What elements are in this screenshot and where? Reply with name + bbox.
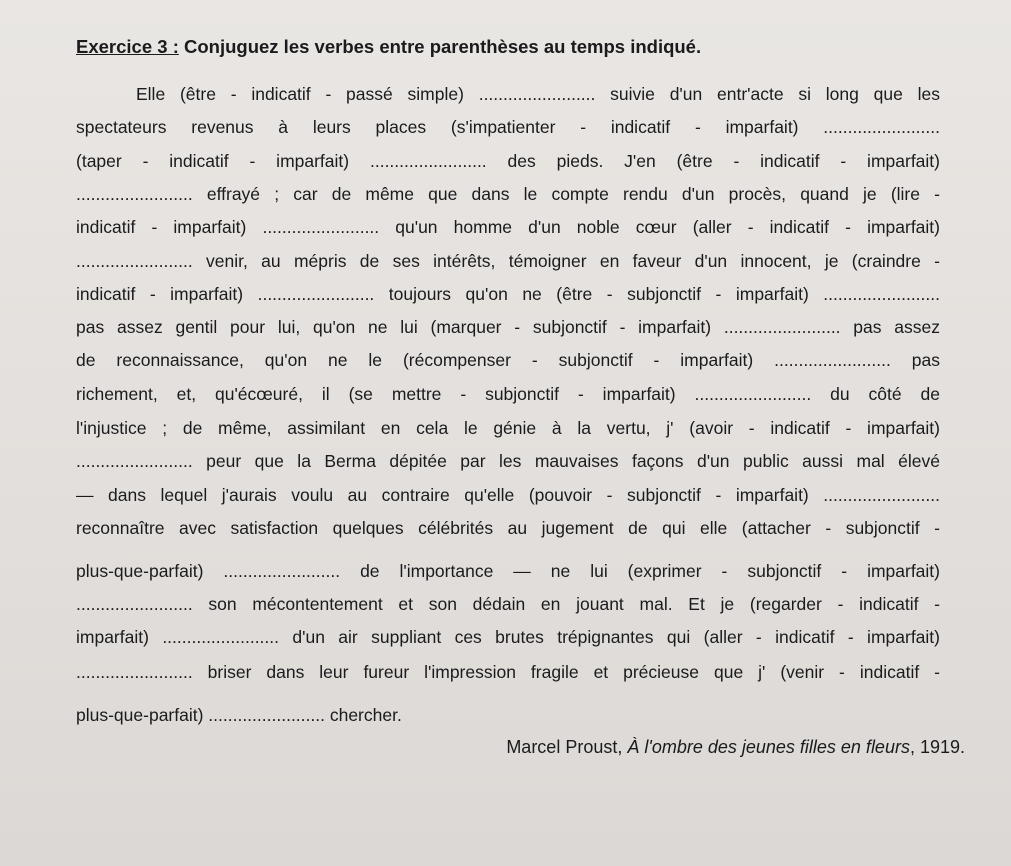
text-line-5: indicatif - imparfait) ........................ qu'un homme d'un noble cœur (aller - indicatif - imparfait): [76, 217, 940, 237]
text-line-10: richement, et, qu'écœuré, il (se mettre - subjonctif - imparfait) ........................ du côté de: [76, 384, 940, 404]
source-year: , 1919.: [909, 737, 965, 757]
text-line-3: (taper - indicatif - imparfait) ........................ des pieds. J'en (être - indicatif - imparfait): [76, 151, 940, 171]
text-line-17: imparfait) ........................ d'un air suppliant ces brutes trépignantes qui (aller - indicatif - imparfait): [76, 627, 940, 647]
exercise-heading: [76, 36, 701, 58]
text-line-2: spectateurs revenus à leurs places (s'impatienter - indicatif - imparfait) ........................: [76, 117, 940, 137]
text-line-7: indicatif - imparfait) ........................ toujours qu'on ne (être - subjonctif - imparfait) ........................: [76, 284, 940, 304]
source-author: Marcel Proust,: [506, 737, 623, 757]
text-line-1: Elle (être - indicatif - passé simple) ........................ suivie d'un entr'acte si long que les: [136, 84, 940, 104]
text-line-11: l'injustice ; de même, assimilant en cela le génie à la vertu, j' (avoir - indicatif - imparfait): [76, 418, 940, 438]
text-line-9: de reconnaissance, qu'on ne le (récompenser - subjonctif - imparfait) ........................ pas: [76, 350, 940, 370]
text-line-8: pas assez gentil pour lui, qu'on ne lui (marquer - subjonctif - imparfait) ........................ pas assez: [76, 317, 940, 337]
text-line-16: ........................ son mécontentement et son dédain en jouant mal. Et je (regarder - indicatif -: [76, 594, 940, 614]
text-line-12: ........................ peur que la Berma dépitée par les mauvaises façons d'un public aussi mal élevé: [76, 451, 940, 471]
text-line-15: plus-que-parfait) ........................ de l'importance — ne lui (exprimer - subjonctif - imparfait): [76, 561, 940, 581]
text-line-6: ........................ venir, au mépris de ses intérêts, témoigner en faveur d'un innocent, je (craindre -: [76, 251, 940, 271]
source-work: À l'ombre des jeunes filles en fleurs: [627, 737, 910, 757]
text-line-18: ........................ briser dans leur fureur l'impression fragile et précieuse que j' (venir - indicatif -: [76, 662, 940, 682]
source-citation: [506, 737, 965, 758]
text-line-4: ........................ effrayé ; car de même que dans le compte rendu d'un procès, quand je (lire -: [76, 184, 940, 204]
text-line-14: reconnaître avec satisfaction quelques célébrités au jugement de qui elle (attacher - subjonctif -: [76, 518, 940, 538]
exercise-instruction: Conjuguez les verbes entre parenthèses au temps indiqué.: [184, 36, 702, 57]
text-line-13: — dans lequel j'aurais voulu au contraire qu'elle (pouvoir - subjonctif - imparfait) ........................: [76, 485, 940, 505]
text-line-19: plus-que-parfait) ........................ chercher.: [76, 705, 402, 725]
exercise-label: Exercice 3 :: [76, 36, 179, 57]
